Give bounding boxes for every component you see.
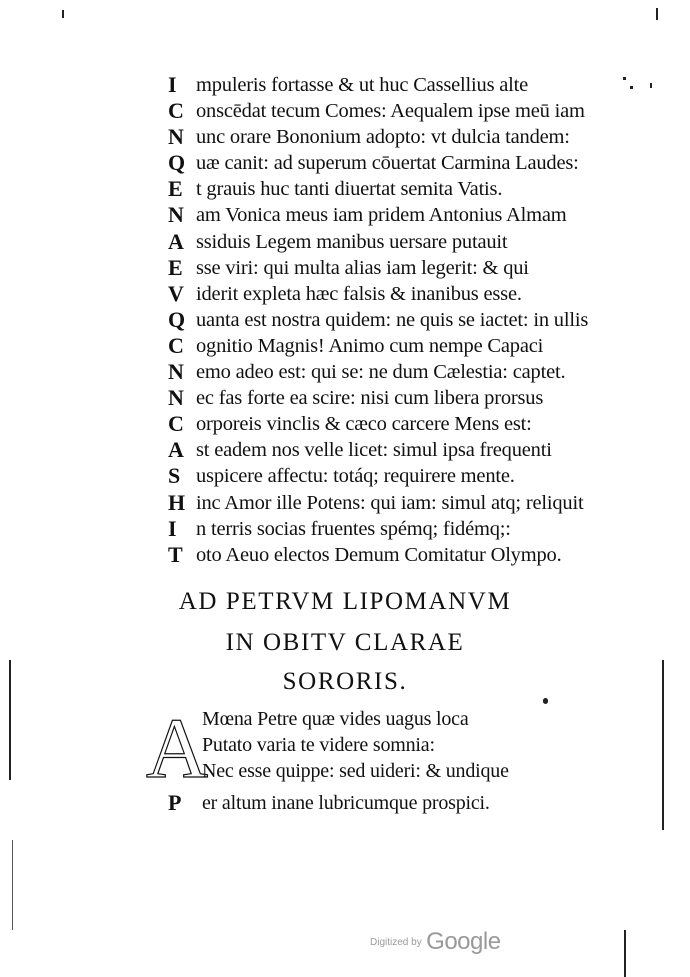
acrostic-initial: N bbox=[168, 124, 184, 150]
verse-text: uanta est nostra quidem: ne quis se iactet: in ullis bbox=[196, 308, 589, 331]
verse-line bbox=[168, 542, 668, 568]
section-heading-line-2: IN OBITV CLARAE bbox=[225, 629, 465, 656]
acrostic-initial: C bbox=[168, 98, 184, 124]
verse-line bbox=[168, 176, 668, 202]
verse-text: onscēdat tecum Comes: Aequalem ipse meū iam bbox=[196, 100, 585, 123]
drop-cap: A bbox=[146, 700, 209, 796]
verse-text: iderit expleta hæc falsis & inanibus esse. bbox=[196, 282, 522, 305]
verse-line bbox=[168, 98, 668, 124]
acrostic-initial: I bbox=[168, 515, 177, 541]
verse-line bbox=[168, 463, 668, 489]
acrostic-poem bbox=[168, 72, 668, 568]
verse-line bbox=[168, 359, 668, 385]
verse-text: emo adeo est: qui se: ne dum Cælestia: captet. bbox=[196, 361, 566, 384]
section-heading-line-1: AD PETRVM LIPOMANVM bbox=[178, 588, 512, 615]
acrostic-initial: N bbox=[168, 359, 184, 385]
verse-text: ognitio Magnis! Animo cum nempe Capaci bbox=[196, 334, 544, 357]
verse-initial: P bbox=[168, 790, 182, 815]
verse-line bbox=[168, 124, 668, 150]
verse-line bbox=[168, 437, 668, 463]
acrostic-initial: Q bbox=[168, 150, 186, 176]
verse-text: inc Amor ille Potens: qui iam: simul atq; reliquit bbox=[196, 491, 584, 514]
verse-line bbox=[168, 229, 668, 255]
acrostic-initial: V bbox=[168, 280, 184, 306]
acrostic-initial: Q bbox=[168, 306, 186, 332]
verse-line: er altum inane lubricumque prospici. bbox=[202, 792, 490, 814]
verse-text: mpuleris fortasse & ut huc Cassellius alte bbox=[196, 74, 529, 96]
acrostic-initial: A bbox=[168, 437, 184, 463]
verse-line bbox=[168, 255, 668, 281]
verse-text: uspicere affectu: totáq; requirere mente. bbox=[196, 465, 515, 488]
acrostic-initial: C bbox=[168, 411, 184, 437]
margin-speck bbox=[543, 698, 548, 704]
margin-speck bbox=[656, 8, 658, 20]
acrostic-initial: S bbox=[168, 463, 181, 489]
watermark-prefix: Digitized by bbox=[370, 937, 422, 948]
verse-line: Mœna Petre quæ vides uagus loca bbox=[202, 708, 469, 730]
verse-text: unc orare Bononium adopto: vt dulcia tandem: bbox=[196, 126, 570, 149]
verse-text: uæ canit: ad superum cōuertat Carmina Laudes: bbox=[196, 152, 579, 175]
verse-line: Nec esse quippe: sed uideri: & undique bbox=[202, 760, 509, 782]
verse-text: orporeis vinclis & cæco carcere Mens est: bbox=[196, 413, 532, 436]
section-heading-line-3: SORORIS. bbox=[282, 668, 408, 695]
acrostic-initial: C bbox=[168, 332, 184, 358]
acrostic-initial: T bbox=[168, 541, 183, 567]
verse-line bbox=[168, 385, 668, 411]
binding-line-left bbox=[12, 840, 13, 930]
verse-line bbox=[168, 490, 668, 516]
verse-line bbox=[168, 150, 668, 176]
verse-line bbox=[168, 202, 668, 228]
acrostic-initial: H bbox=[168, 489, 186, 515]
acrostic-initial: I bbox=[168, 72, 177, 97]
acrostic-initial: A bbox=[168, 228, 184, 254]
verse-text: st eadem nos velle licet: simul ipsa frequenti bbox=[196, 439, 552, 462]
verse-line: Putato varia te videre somnia: bbox=[202, 734, 435, 756]
verse-line bbox=[168, 333, 668, 359]
verse-text: n terris socias fruentes spémq; fidémq;: bbox=[196, 517, 511, 540]
acrostic-initial: E bbox=[168, 176, 183, 202]
verse-text: oto Aeuo electos Demum Comitatur Olympo. bbox=[196, 543, 562, 566]
acrostic-initial: N bbox=[168, 202, 184, 228]
margin-speck bbox=[62, 10, 64, 18]
verse-text: ssiduis Legem manibus uersare putauit bbox=[196, 230, 508, 253]
digitized-watermark bbox=[370, 928, 501, 956]
verse-text: sse viri: qui multa alias iam legerit: & qui bbox=[196, 256, 529, 279]
verse-line bbox=[168, 307, 668, 333]
verse-line bbox=[168, 516, 668, 542]
verse-line bbox=[168, 411, 668, 437]
verse-text: t grauis huc tanti diuertat semita Vatis. bbox=[196, 178, 503, 201]
acrostic-initial: E bbox=[168, 254, 183, 280]
verse-line bbox=[168, 281, 668, 307]
verse-text: am Vonica meus iam pridem Antonius Almam bbox=[196, 204, 567, 227]
verse-line bbox=[168, 72, 668, 98]
google-logo: Google bbox=[426, 928, 501, 955]
verse-text: ec fas forte ea scire: nisi cum libera prorsus bbox=[196, 387, 544, 410]
acrostic-initial: N bbox=[168, 385, 184, 411]
binding-line-right bbox=[624, 930, 626, 977]
